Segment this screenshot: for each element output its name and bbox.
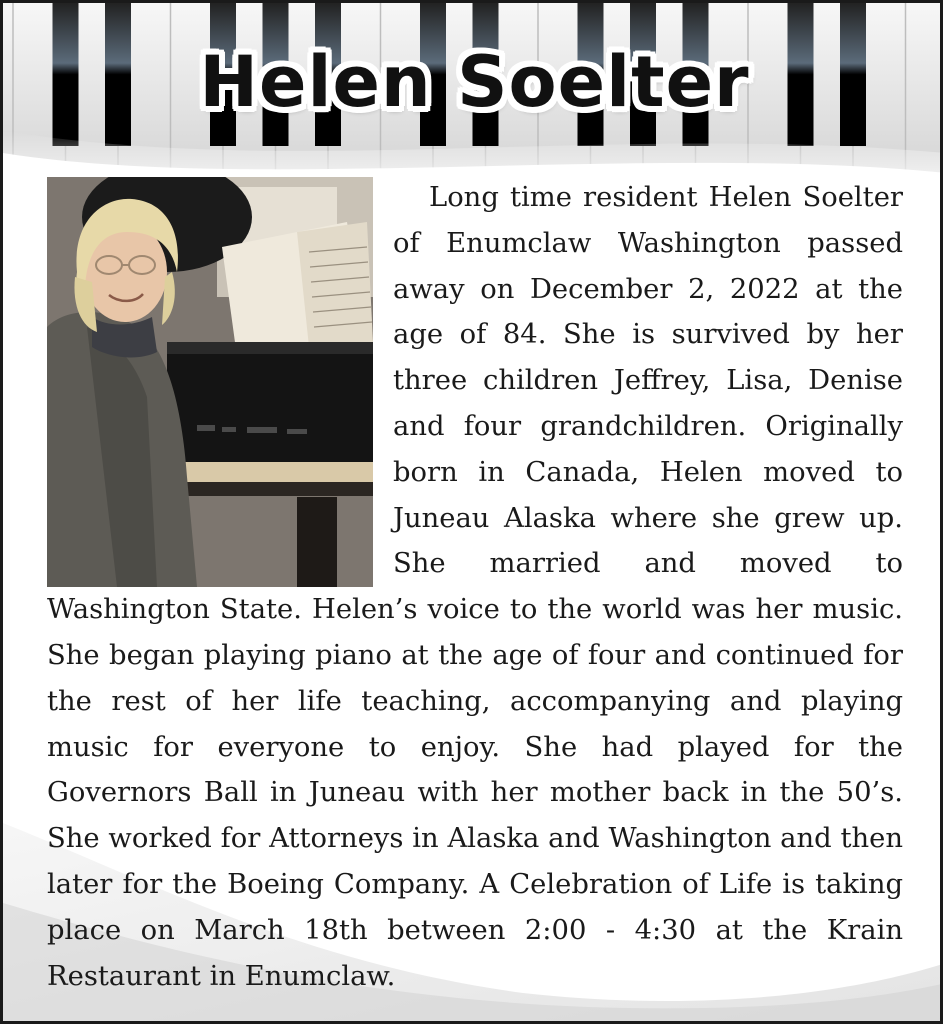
photo-spacer	[47, 175, 393, 587]
deceased-name-title: Helen Soelter	[199, 41, 750, 123]
obituary-body	[47, 175, 903, 999]
obituary-text: Long time resident Helen Soelter of Enumclaw Washington passed away on December 2, 2022 at the age of 84. She is survived by her three children Jeffrey, Lisa, Denise and four grandchildren. Originally born in Canada, Helen moved to Juneau Alaska where she grew up. She married and moved to Washington State. Helen’s voice to the world was her music. She began playing piano at the age of four and continued for the rest of her life teaching, accompanying and playing music for everyone to enjoy. She had played for the Governors Ball in Juneau with her mother back in the 50’s. She worked for Attorneys in Alaska and Washington and then later for the Boeing Company. A Celebration of Life is taking place on March 18th between 2:00 - 4:30 at the Krain Restaurant in Enumclaw.	[47, 182, 903, 992]
